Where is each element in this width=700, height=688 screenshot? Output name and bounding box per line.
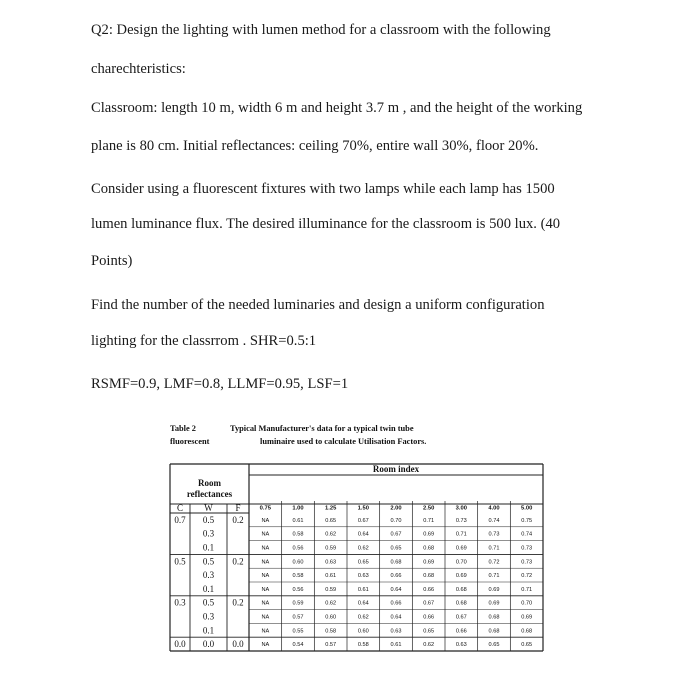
- question-line-6: lumen luminance flux. The desired illuminance for the classroom is 500 lux. (40: [91, 216, 561, 232]
- utilisation-factor-cell: 0.65: [390, 545, 402, 552]
- utilisation-factor-cell: 0.60: [292, 559, 304, 566]
- utilisation-factor-cell: 0.64: [357, 600, 369, 607]
- utilisation-factor-cell: 0.71: [488, 573, 500, 580]
- utilisation-factor-cell: NA: [261, 573, 270, 580]
- room-index-value: 1.50: [357, 505, 369, 512]
- utilisation-factor-cell: 0.67: [423, 600, 435, 607]
- utilisation-factor-cell: NA: [261, 517, 270, 524]
- utilisation-factor-cell: 0.62: [325, 600, 337, 607]
- utilisation-factor-cell: 0.69: [488, 600, 500, 607]
- utilisation-factor-cell: 0.65: [521, 642, 533, 649]
- utilisation-factor-cell: 0.64: [390, 586, 402, 593]
- utilisation-factor-cell: 0.75: [521, 517, 533, 524]
- wall-reflectance: 0.1: [202, 542, 215, 553]
- room-index-value: 1.00: [292, 505, 304, 512]
- utilisation-factor-cell: 0.73: [455, 517, 467, 524]
- table-caption-subtitle: luminaire used to calculate Utilisation Factors.: [260, 437, 427, 446]
- question-line-5: Consider using a fluorescent fixtures with two lamps while each lamp has 1500: [91, 181, 555, 197]
- utilisation-factor-cell: NA: [261, 642, 270, 649]
- utilisation-factor-cell: 0.74: [521, 531, 533, 538]
- room-index-value: 5.00: [521, 505, 533, 512]
- utilisation-factor-cell: 0.69: [455, 545, 467, 552]
- utilisation-factor-cell: 0.67: [455, 614, 467, 621]
- utilisation-factor-cell: 0.68: [423, 573, 435, 580]
- utilisation-factor-cell: NA: [261, 628, 270, 635]
- utilisation-factor-cell: 0.62: [357, 614, 369, 621]
- utilisation-factor-cell: 0.69: [455, 573, 467, 580]
- column-f-label: F: [235, 503, 241, 513]
- utilisation-factor-cell: 0.63: [357, 573, 369, 580]
- room-index-value: 3.00: [455, 505, 467, 512]
- room-reflectances-label-2: reflectances: [186, 489, 233, 499]
- room-reflectances-label: Room: [198, 478, 221, 488]
- utilisation-factor-cell: 0.59: [325, 545, 337, 552]
- utilisation-factor-cell: 0.65: [423, 628, 435, 635]
- utilisation-factor-cell: 0.55: [292, 628, 304, 635]
- floor-reflectance: 0.2: [232, 556, 244, 567]
- utilisation-factor-cell: 0.70: [521, 600, 533, 607]
- utilisation-factor-cell: 0.68: [455, 600, 467, 607]
- column-w-label: W: [204, 503, 213, 513]
- utilisation-factor-cell: 0.58: [292, 531, 304, 538]
- utilisation-factor-cell: 0.60: [325, 614, 337, 621]
- utilisation-factor-cell: 0.65: [357, 559, 369, 566]
- wall-reflectance: 0.0: [202, 639, 215, 650]
- utilisation-factor-cell: 0.71: [455, 531, 467, 538]
- question-line-3: Classroom: length 10 m, width 6 m and height 3.7 m , and the height of the working: [91, 100, 583, 116]
- utilisation-factor-cell: 0.61: [325, 573, 337, 580]
- utilisation-factor-cell: 0.62: [357, 545, 369, 552]
- wall-reflectance: 0.1: [202, 583, 215, 594]
- utilisation-factor-cell: 0.72: [488, 559, 500, 566]
- ceiling-reflectance: 0.5: [174, 556, 186, 567]
- utilisation-factor-cell: 0.66: [423, 614, 435, 621]
- utilisation-factor-cell: 0.66: [423, 586, 435, 593]
- utilisation-factor-cell: 0.71: [521, 586, 533, 593]
- utilisation-factor-cell: 0.58: [325, 628, 337, 635]
- utilisation-factor-cell: 0.69: [521, 614, 533, 621]
- utilisation-factor-cell: 0.68: [488, 628, 500, 635]
- utilisation-factor-cell: 0.56: [292, 586, 304, 593]
- table-labels: [174, 464, 532, 649]
- utilisation-factor-cell: 0.61: [292, 517, 304, 524]
- utilisation-factor-cell: NA: [261, 614, 270, 621]
- utilisation-factor-cell: 0.69: [423, 531, 435, 538]
- utilisation-factor-cell: 0.70: [390, 517, 402, 524]
- ceiling-reflectance: 0.3: [174, 597, 186, 608]
- utilisation-factor-cell: 0.72: [521, 573, 533, 580]
- table-caption-title: Typical Manufacturer's data for a typical twin tube: [230, 424, 414, 433]
- utilisation-factor-cell: 0.66: [390, 573, 402, 580]
- question-line-10: RSMF=0.9, LMF=0.8, LLMF=0.95, LSF=1: [91, 376, 349, 392]
- room-index-value: 2.50: [423, 505, 435, 512]
- utilisation-factor-cell: 0.54: [292, 642, 304, 649]
- utilisation-factor-cell: 0.66: [390, 600, 402, 607]
- question-line-4: plane is 80 cm. Initial reflectances: ceiling 70%, entire wall 30%, floor 20%.: [91, 138, 539, 154]
- ceiling-reflectance: 0.7: [174, 514, 186, 525]
- utilisation-factor-cell: NA: [261, 545, 270, 552]
- utilisation-factor-cell: 0.73: [521, 545, 533, 552]
- wall-reflectance: 0.3: [202, 528, 215, 539]
- utilisation-factor-cell: NA: [261, 531, 270, 538]
- utilisation-factor-cell: 0.66: [455, 628, 467, 635]
- wall-reflectance: 0.1: [202, 625, 215, 636]
- utilisation-factor-cell: 0.59: [292, 600, 304, 607]
- column-c-label: C: [176, 503, 184, 513]
- question-line-8: Find the number of the needed luminaries and design a uniform configuration: [91, 297, 545, 313]
- utilisation-factor-cell: 0.63: [390, 628, 402, 635]
- utilisation-factor-cell: 0.71: [488, 545, 500, 552]
- utilisation-factor-cell: 0.58: [292, 573, 304, 580]
- utilisation-factor-cell: 0.59: [325, 586, 337, 593]
- utilisation-factor-cell: 0.64: [357, 531, 369, 538]
- utilisation-factor-cell: 0.67: [357, 517, 369, 524]
- floor-reflectance: 0.2: [232, 597, 244, 608]
- room-index-value: 2.00: [390, 505, 402, 512]
- utilisation-factor-cell: 0.65: [325, 517, 337, 524]
- room-index-value: 1.25: [325, 505, 337, 512]
- floor-reflectance: 0.2: [232, 514, 244, 525]
- utilisation-factor-cell: 0.62: [423, 642, 435, 649]
- wall-reflectance: 0.5: [202, 556, 215, 567]
- table-caption-type: fluorescent: [170, 437, 210, 446]
- question-line-1: Q2: Design the lighting with lumen method for a classroom with the following: [91, 22, 551, 38]
- utilisation-factor-cell: 0.58: [357, 642, 369, 649]
- utilisation-factor-cell: 0.74: [488, 517, 500, 524]
- wall-reflectance: 0.3: [202, 611, 215, 622]
- utilisation-factor-cell: 0.63: [455, 642, 467, 649]
- room-index-value: 0.75: [259, 505, 271, 512]
- utilisation-factor-cell: 0.68: [521, 628, 533, 635]
- utilisation-factor-cell: NA: [261, 586, 270, 593]
- utilisation-factor-cell: 0.68: [455, 586, 467, 593]
- question-line-7: Points): [91, 253, 133, 269]
- utilisation-factor-cell: 0.65: [488, 642, 500, 649]
- utilisation-factor-cell: 0.57: [325, 642, 337, 649]
- utilisation-factor-cell: 0.62: [325, 531, 337, 538]
- utilisation-factor-cell: 0.60: [357, 628, 369, 635]
- utilisation-factor-cell: 0.73: [521, 559, 533, 566]
- utilisation-factor-cell: 0.67: [390, 531, 402, 538]
- question-line-2: charechteristics:: [91, 61, 186, 77]
- utilisation-factor-cell: 0.57: [292, 614, 304, 621]
- utilisation-factor-cell: 0.70: [455, 559, 467, 566]
- utilisation-factor-cell: 0.56: [292, 545, 304, 552]
- utilisation-factor-cell: 0.63: [325, 559, 337, 566]
- utilisation-factor-cell: 0.61: [390, 642, 402, 649]
- utilisation-factor-cell: 0.68: [488, 614, 500, 621]
- utilisation-factor-cell: 0.69: [488, 586, 500, 593]
- room-index-value: 4.00: [488, 505, 500, 512]
- utilisation-factor-cell: 0.64: [390, 614, 402, 621]
- table-caption-number: Table 2: [170, 424, 196, 433]
- utilisation-factor-cell: 0.73: [488, 531, 500, 538]
- utilisation-factor-cell: 0.68: [423, 545, 435, 552]
- utilisation-factor-cell: 0.69: [423, 559, 435, 566]
- wall-reflectance: 0.3: [202, 570, 215, 581]
- room-index-label: Room index: [372, 464, 420, 474]
- utilisation-factor-cell: NA: [261, 559, 270, 566]
- utilisation-factor-cell: 0.68: [390, 559, 402, 566]
- utilisation-factor-cell: 0.61: [357, 586, 369, 593]
- floor-reflectance: 0.0: [232, 639, 244, 650]
- wall-reflectance: 0.5: [202, 514, 215, 525]
- wall-reflectance: 0.5: [202, 597, 215, 608]
- question-line-9: lighting for the classrrom . SHR=0.5:1: [91, 333, 317, 349]
- utilisation-factor-cell: NA: [261, 600, 270, 607]
- utilisation-factor-cell: 0.71: [423, 517, 435, 524]
- ceiling-reflectance: 0.0: [174, 639, 186, 650]
